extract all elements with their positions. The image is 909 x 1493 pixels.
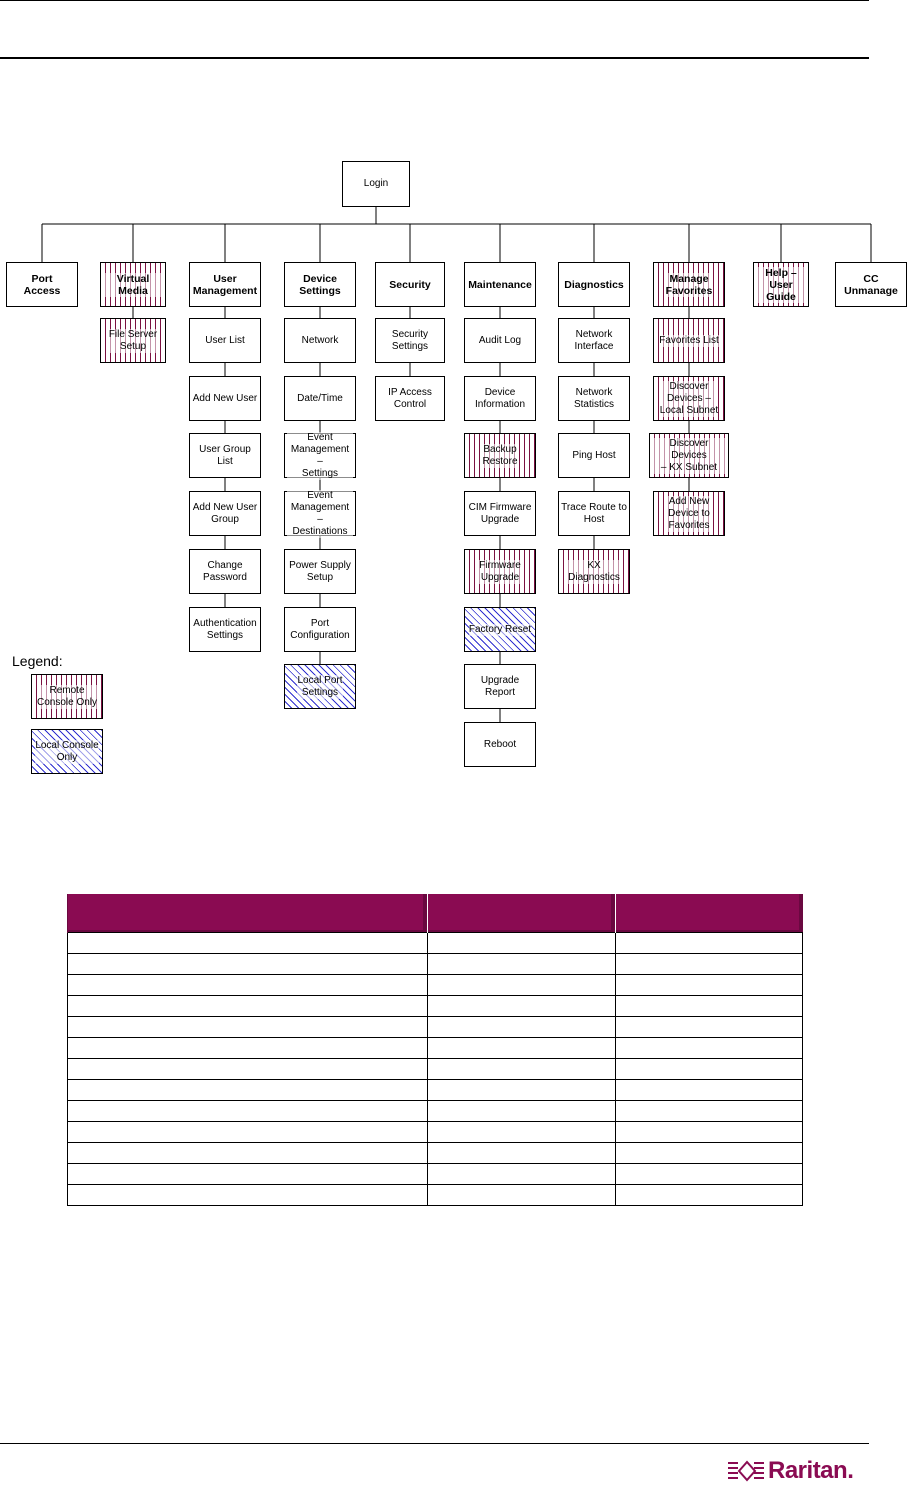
menu-cc-unmanage-node-label: CC Unmanage [844, 272, 898, 297]
table-row [68, 1059, 803, 1080]
table-cell [68, 1059, 428, 1080]
submenu-user-list-node [189, 318, 261, 363]
submenu-backup-restore-node-label: Backup Restore [482, 443, 518, 467]
table-cell [68, 1101, 428, 1122]
table-row [68, 1101, 803, 1122]
submenu-favorites-list-node [653, 318, 725, 363]
submenu-change-password-node [189, 549, 261, 594]
menu-manage-favorites-node-label: Manage Favorites [665, 272, 713, 297]
submenu-trace-route-to-host-node [558, 491, 630, 536]
table-header-cell [68, 894, 428, 933]
menu-help-user-guide-node-label: Help – User Guide [756, 267, 806, 303]
table-cell [428, 954, 616, 975]
submenu-ping-host-node-label: Ping Host [572, 449, 616, 461]
table-cell [428, 996, 616, 1017]
submenu-authentication-settings-node-label: Authentication Settings [193, 617, 257, 641]
submenu-network-interface-node [558, 318, 630, 363]
submenu-port-configuration-node-label: Port Configuration [290, 617, 350, 641]
table-row [68, 1080, 803, 1101]
submenu-event-management-settings-node [284, 433, 356, 478]
legend-local-console-swatch-label: Local Console Only [35, 739, 99, 763]
table-cell [68, 1017, 428, 1038]
table-cell [616, 1122, 803, 1143]
menu-security-node-label: Security [389, 278, 431, 291]
table-cell [428, 1080, 616, 1101]
submenu-firmware-upgrade-node [464, 549, 536, 594]
submenu-power-supply-setup-node-label: Power Supply Setup [289, 559, 351, 583]
submenu-ping-host-node [558, 433, 630, 478]
menu-port-access-node-label: Port Access [23, 272, 61, 297]
table-cell [68, 1122, 428, 1143]
table-row [68, 975, 803, 996]
menu-cc-unmanage-node [835, 262, 907, 307]
submenu-file-server-setup-node-label: File Server Setup [108, 328, 158, 352]
footer-rule [0, 1443, 869, 1444]
table-cell [616, 1038, 803, 1059]
submenu-event-management-settings-node-label: Event Management – Settings [287, 432, 353, 480]
submenu-reboot-node-label: Reboot [483, 738, 517, 750]
table-cell [68, 1164, 428, 1185]
table-cell [68, 1185, 428, 1206]
submenu-event-management-destinations-node [284, 491, 356, 536]
table-cell [616, 996, 803, 1017]
submenu-network-node [284, 318, 356, 363]
table-cell [616, 1059, 803, 1080]
submenu-add-new-device-to-favorites-node-label: Add New Device to Favorites [668, 495, 710, 531]
table-cell [616, 1185, 803, 1206]
submenu-add-new-user-group-node-label: Add New User Group [192, 501, 258, 525]
submenu-audit-log-node [464, 318, 536, 363]
table-cell [616, 1143, 803, 1164]
submenu-backup-restore-node [464, 433, 536, 478]
login-label: Login [363, 178, 389, 189]
raritan-logo-text: Raritan. [768, 1457, 854, 1484]
submenu-network-node-label: Network [301, 334, 339, 346]
submenu-upgrade-report-node-label: Upgrade Report [480, 674, 520, 698]
submenu-user-list-node-label: User List [205, 334, 245, 346]
submenu-local-port-settings-node [284, 664, 356, 709]
table-cell [616, 1164, 803, 1185]
table-row [68, 954, 803, 975]
legend-remote-console-swatch [31, 674, 103, 719]
submenu-device-information-node [464, 376, 536, 421]
table-cell [428, 1185, 616, 1206]
submenu-firmware-upgrade-node-label: Firmware Upgrade [479, 559, 521, 583]
table-row [68, 996, 803, 1017]
submenu-date-time-node-label: Date/Time [297, 392, 343, 404]
menu-port-access-node [6, 262, 78, 307]
submenu-add-new-user-node-label: Add New User [192, 392, 258, 404]
menu-device-settings-node [284, 262, 356, 307]
submenu-device-information-node-label: Device Information [474, 386, 526, 410]
table-cell [428, 1017, 616, 1038]
table-cell [428, 1038, 616, 1059]
table-cell [616, 975, 803, 996]
submenu-add-new-user-group-node [189, 491, 261, 536]
submenu-discover-devices-kx-subnet-node-label: Discover Devices – KX Subnet [652, 438, 726, 474]
submenu-factory-reset-node [464, 607, 536, 652]
menu-maintenance-node [464, 262, 536, 307]
table-cell [428, 1164, 616, 1185]
table-cell [68, 1080, 428, 1101]
table-cell [616, 933, 803, 954]
menu-diagnostics-node-label: Diagnostics [564, 278, 624, 291]
submenu-authentication-settings-node [189, 607, 261, 652]
submenu-audit-log-node-label: Audit Log [478, 334, 522, 346]
table-row [68, 1164, 803, 1185]
submenu-user-group-list-node [189, 433, 261, 478]
menu-security-node [375, 262, 445, 307]
submenu-port-configuration-node [284, 607, 356, 652]
menu-virtual-media-node [100, 262, 166, 307]
table-cell [68, 933, 428, 954]
table-cell [68, 975, 428, 996]
submenu-add-new-device-to-favorites-node [653, 491, 725, 536]
table-header-cell [428, 894, 616, 933]
submenu-reboot-node [464, 722, 536, 767]
table-cell [616, 954, 803, 975]
submenu-kx-diagnostics-node [558, 549, 630, 594]
submenu-cim-firmware-upgrade-node [464, 491, 536, 536]
data-table [67, 894, 803, 1206]
submenu-network-statistics-node-label: Network Statistics [573, 386, 614, 410]
table-cell [428, 1059, 616, 1080]
legend-title: Legend: [12, 653, 63, 669]
table-cell [68, 1038, 428, 1059]
table-row [68, 933, 803, 954]
menu-user-management-node-label: User Management [192, 272, 258, 297]
table-row [68, 1143, 803, 1164]
submenu-local-port-settings-node-label: Local Port Settings [297, 674, 343, 698]
raritan-logo [728, 1455, 868, 1487]
submenu-kx-diagnostics-node-label: KX Diagnostics [568, 559, 620, 583]
table-row [68, 1185, 803, 1206]
submenu-security-settings-node-label: Security Settings [391, 328, 429, 352]
menu-diagnostics-node [558, 262, 630, 307]
table-cell [68, 954, 428, 975]
table-cell [428, 1143, 616, 1164]
submenu-add-new-user-node [189, 376, 261, 421]
submenu-discover-devices-kx-subnet-node [649, 433, 729, 478]
menu-maintenance-node-label: Maintenance [468, 278, 532, 291]
submenu-favorites-list-node-label: Favorites List [659, 334, 719, 346]
menu-help-user-guide-node [753, 262, 809, 307]
submenu-network-interface-node-label: Network Interface [574, 328, 614, 352]
table-row [68, 1122, 803, 1143]
submenu-ip-access-control-node-label: IP Access Control [388, 386, 432, 410]
submenu-discover-devices-local-subnet-node-label: Discover Devices – Local Subnet [659, 380, 719, 416]
submenu-power-supply-setup-node [284, 549, 356, 594]
submenu-factory-reset-node-label: Factory Reset [468, 623, 532, 635]
table-cell [428, 1101, 616, 1122]
menu-user-management-node [189, 262, 261, 307]
submenu-change-password-node-label: Change Password [203, 559, 247, 583]
table-cell [428, 975, 616, 996]
raritan-logo-mark-icon [728, 1459, 764, 1483]
submenu-date-time-node [284, 376, 356, 421]
table-cell [616, 1080, 803, 1101]
table-cell [68, 1143, 428, 1164]
submenu-file-server-setup-node [100, 318, 166, 363]
submenu-event-management-destinations-node-label: Event Management – Destinations [287, 490, 353, 538]
menu-device-settings-node-label: Device Settings [299, 272, 341, 297]
submenu-cim-firmware-upgrade-node-label: CIM Firmware Upgrade [468, 501, 532, 525]
submenu-trace-route-to-host-node-label: Trace Route to Host [561, 501, 627, 525]
table-row [68, 1038, 803, 1059]
table-header-row [68, 894, 803, 933]
table-cell [68, 996, 428, 1017]
table-cell [616, 1101, 803, 1122]
submenu-upgrade-report-node [464, 664, 536, 709]
legend-local-console-swatch [31, 729, 103, 774]
table-cell [428, 1122, 616, 1143]
table-header-cell [616, 894, 803, 933]
table-row [68, 1017, 803, 1038]
login-node [342, 161, 410, 207]
submenu-ip-access-control-node [375, 376, 445, 421]
submenu-security-settings-node [375, 318, 445, 363]
menu-virtual-media-node-label: Virtual Media [103, 273, 163, 297]
menu-manage-favorites-node [653, 262, 725, 307]
submenu-user-group-list-node-label: User Group List [199, 443, 251, 467]
table-cell [428, 933, 616, 954]
table-cell [616, 1017, 803, 1038]
submenu-discover-devices-local-subnet-node [653, 376, 725, 421]
legend-remote-console-swatch-label: Remote Console Only [36, 684, 98, 708]
submenu-network-statistics-node [558, 376, 630, 421]
